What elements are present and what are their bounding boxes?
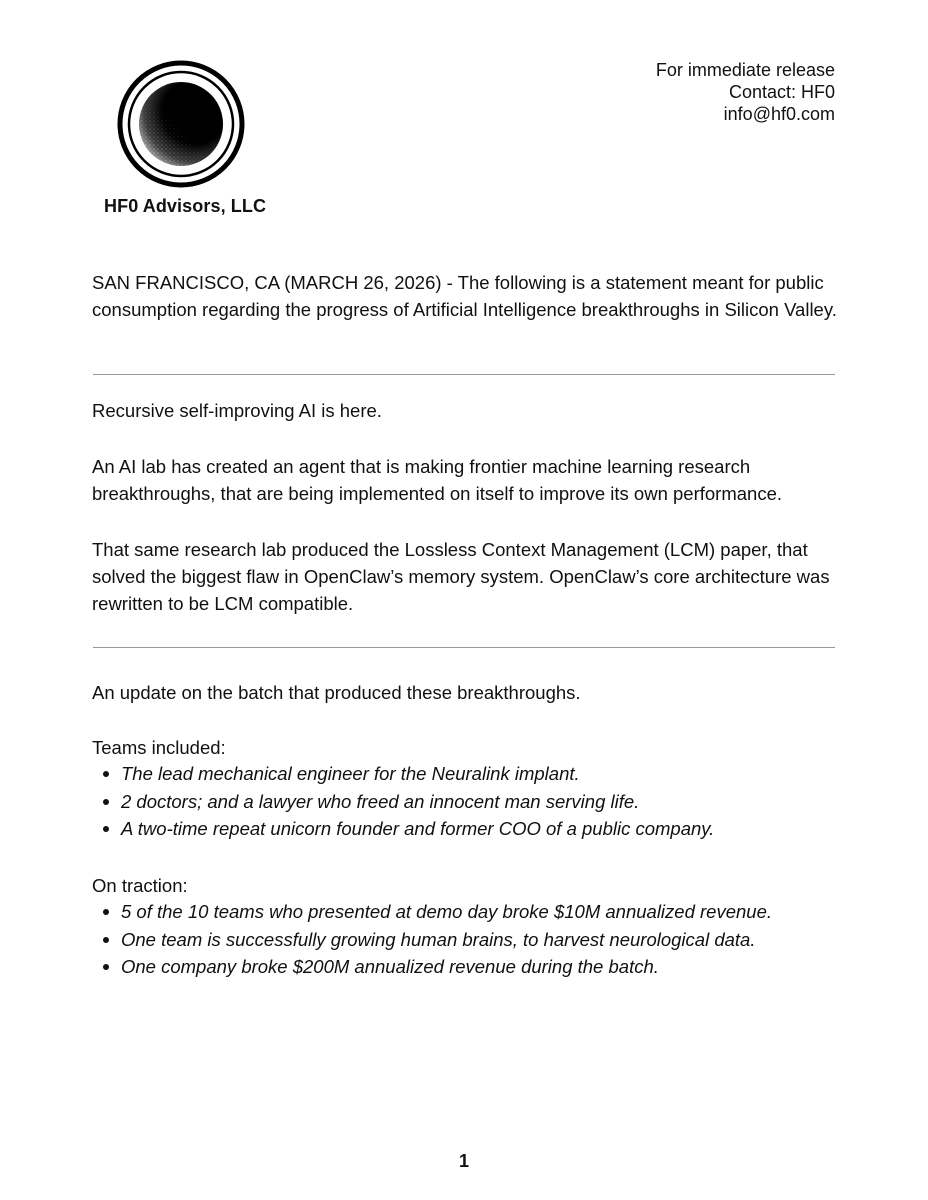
list-item bbox=[100, 815, 860, 843]
traction-item-text: One team is successfully growing human brains, to harvest neurological data. bbox=[121, 928, 756, 950]
bullet-icon bbox=[103, 771, 109, 777]
lcm-paragraph: That same research lab produced the Lossless Context Management (LCM) paper, that solved the biggest flaw in OpenClaw’s memory system. OpenClaw’s core architecture was rewritten to be LCM compatible. bbox=[92, 539, 830, 614]
divider bbox=[93, 374, 835, 375]
teams-item-text: 2 doctors; and a lawyer who freed an innocent man serving life. bbox=[121, 790, 640, 812]
bullet-icon bbox=[103, 909, 109, 915]
divider bbox=[93, 647, 835, 648]
list-item bbox=[100, 953, 860, 981]
traction-item-text: One company broke $200M annualized revenue during the batch. bbox=[121, 956, 659, 977]
hf0-logo-icon bbox=[117, 60, 245, 188]
list-item bbox=[100, 788, 860, 816]
traction-item-text: 5 of the 10 teams who presented at demo day broke $10M annualized revenue. bbox=[121, 901, 773, 922]
traction-list bbox=[100, 898, 860, 981]
agent-paragraph: An AI lab has created an agent that is making frontier machine learning research breakthroughs, that are being implemented on itself to improve its own performance. bbox=[92, 456, 783, 504]
teams-list bbox=[100, 760, 860, 843]
release-info bbox=[656, 59, 835, 125]
teams-item-text: A two-time repeat unicorn founder and former COO of a public company. bbox=[121, 818, 715, 839]
release-label: For immediate release bbox=[655, 60, 835, 80]
traction-heading: On traction: bbox=[92, 875, 188, 896]
bullet-icon bbox=[103, 964, 109, 970]
recursive-paragraph: Recursive self-improving AI is here. bbox=[92, 400, 382, 421]
bullet-icon bbox=[103, 826, 109, 832]
list-item bbox=[100, 926, 860, 954]
teams-heading: Teams included: bbox=[92, 737, 226, 758]
bullet-icon bbox=[103, 937, 109, 943]
org-name: HF0 Advisors, LLC bbox=[104, 196, 267, 216]
page-number: 1 bbox=[458, 1151, 469, 1171]
contact-email: info@hf0.com bbox=[723, 104, 835, 124]
bullet-icon bbox=[103, 799, 109, 805]
teams-item-text: The lead mechanical engineer for the Neuralink implant. bbox=[121, 763, 580, 784]
list-item bbox=[100, 760, 860, 788]
intro-paragraph: SAN FRANCISCO, CA (MARCH 26, 2026) - The following is a statement meant for public consumption regarding the progress of Artificial Intelligence breakthroughs in Silicon Valley. bbox=[92, 272, 837, 320]
contact-label: Contact: HF0 bbox=[728, 82, 835, 102]
update-paragraph: An update on the batch that produced these breakthroughs. bbox=[92, 682, 581, 703]
list-item bbox=[100, 898, 860, 926]
